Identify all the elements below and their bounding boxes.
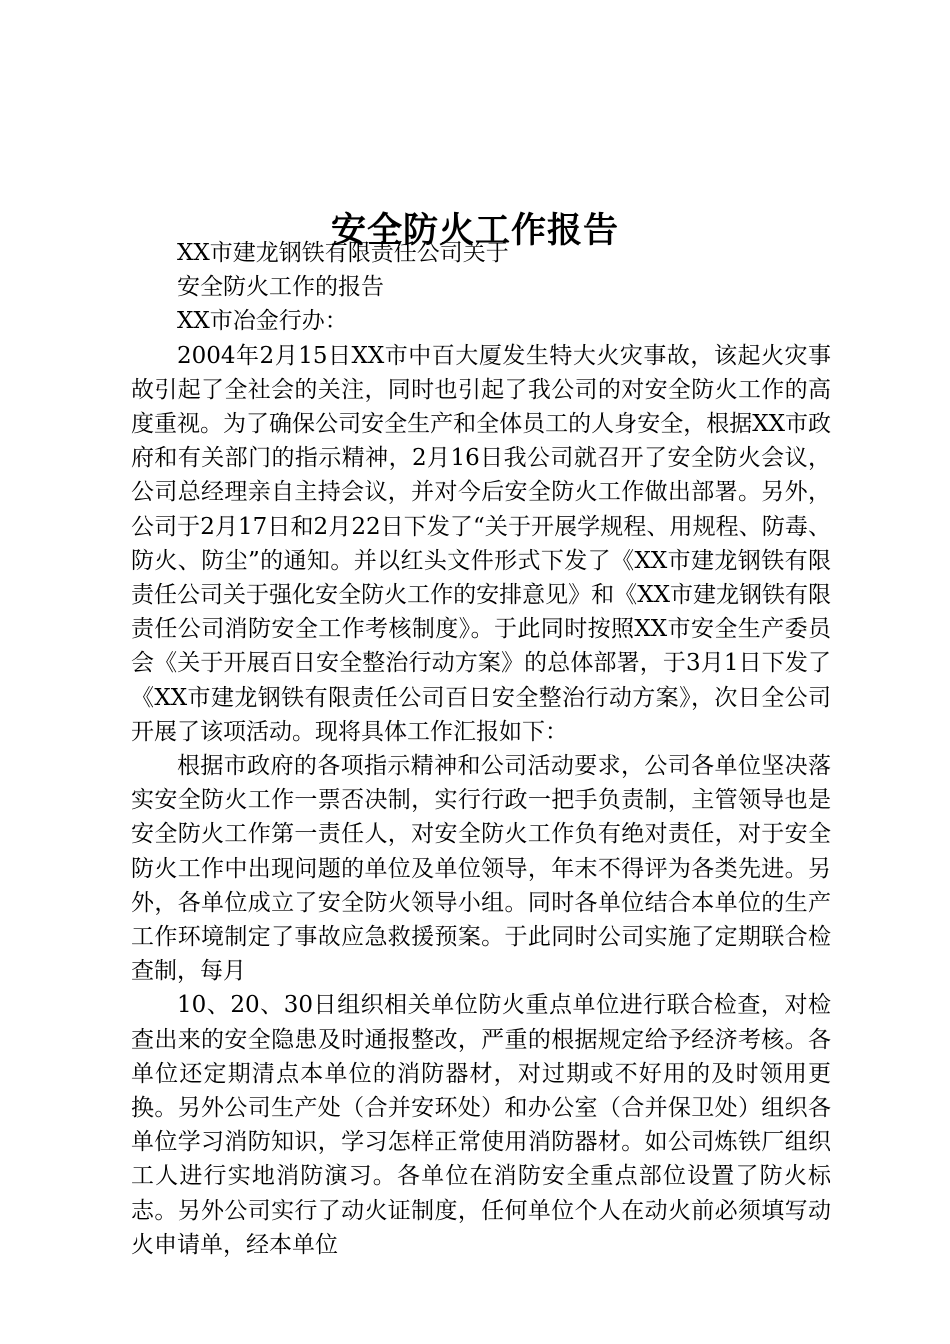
header-line-company: XX市建龙钢铁有限责任公司关于 <box>177 240 509 266</box>
body-paragraph: 10、20、30日组织相关单位防火重点单位进行联合检查，对检查出来的安全隐患及时通报整改，严重的根据规定给予经济考核。各单位还定期清点本单位的消防器材，对过期或不好用的及时领用更换。另外公司生产处（合并安环处）和办公室（合并保卫处）组织各单位学习消防知识，学习怎样正常使用消防器材。如公司炼铁厂组织工人进行实地消防演习。各单位在消防安全重点部位设置了防火标志。另外公司实行了动火证制度，任何单位个人在动火前必须填写动火申请单，经本单位 <box>131 992 831 1258</box>
document-body <box>131 236 831 1262</box>
salutation: XX市冶金行办： <box>177 308 348 335</box>
document-title: 安全防火工作报告 <box>330 210 619 252</box>
header-line-subject: 安全防火工作的报告 <box>177 274 384 301</box>
body-paragraph: 根据市政府的各项指示精神和公司活动要求，公司各单位坚决落实安全防火工作一票否决制，实行行政一把手负责制，主管领导也是安全防火工作第一责任人，对安全防火工作负有绝对责任，对于安全防火工作中出现问题的单位及单位领导，年末不得评为各类先进。另外，各单位成立了安全防火领导小组。同时各单位结合本单位的生产工作环境制定了事故应急救援预案。于此同时公司实施了定期联合检查制，每月 <box>131 753 831 985</box>
body-paragraph: 2004年2月15日XX市中百大厦发生特大火灾事故，该起火灾事故引起了全社会的关注，同时也引起了我公司的对安全防火工作的高度重视。为了确保公司安全生产和全体员工的人身安全，根据XX市政府和有关部门的指示精神，2月16日我公司就召开了安全防火会议，公司总经理亲自主持会议，并对今后安全防火工作做出部署。另外，公司于2月17日和2月22日下发了“关于开展学规程、用规程、防毒、防火、防尘”的通知。并以红头文件形式下发了《XX市建龙钢铁有限责任公司关于强化安全防火工作的安排意见》和《XX市建龙钢铁有限责任公司消防安全工作考核制度》。于此同时按照XX市安全生产委员会《关于开展百日安全整治行动方案》的总体部署，于3月1日下发了《XX市建龙钢铁有限责任公司百日安全整治行动方案》，次日全公司开展了该项活动。现将具体工作汇报如下： <box>131 342 831 745</box>
